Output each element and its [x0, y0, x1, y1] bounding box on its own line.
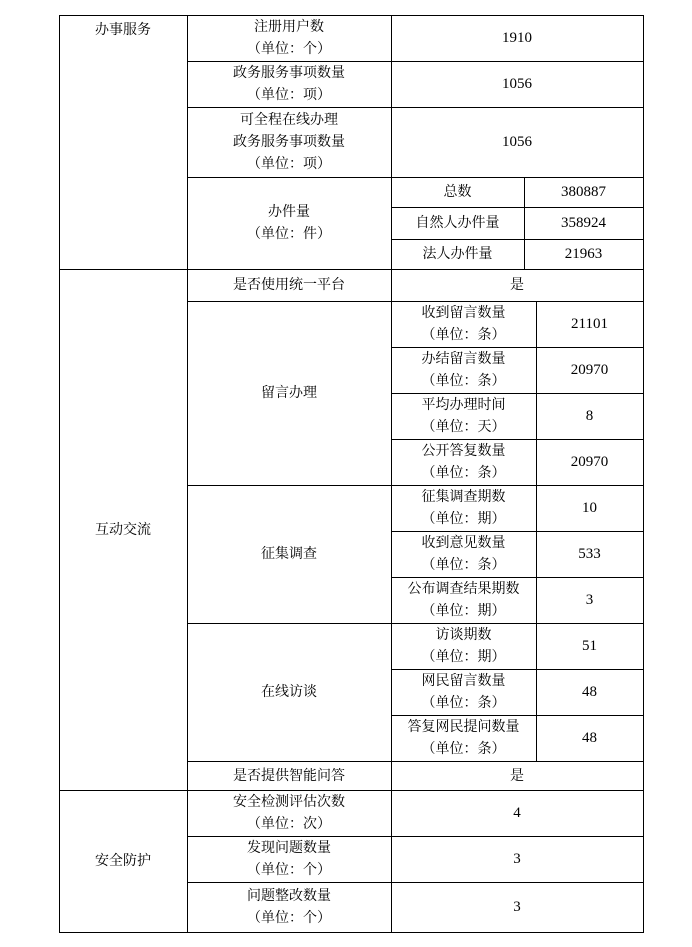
- row-divider: [187, 107, 644, 108]
- message-closed-label: 办结留言数量 （单位：条）: [421, 351, 506, 389]
- case-natural-value: 358924: [561, 215, 606, 231]
- row-divider: [391, 393, 644, 394]
- section-label-service: 办事服务: [95, 22, 151, 38]
- row-divider: [391, 239, 644, 240]
- survey-results-label: 公布调查结果期数 （单位：期）: [407, 581, 520, 619]
- online-interview-label: 在线访谈: [261, 684, 317, 700]
- survey-periods-label: 征集调查期数 （单位：期）: [421, 489, 506, 527]
- registered-users-value: 1910: [502, 30, 532, 46]
- column-divider-3: [524, 177, 525, 269]
- survey-label: 征集调查: [261, 546, 317, 562]
- message-avg-time-label: 平均办理时间 （单位：天）: [421, 397, 506, 435]
- service-items-label: 政务服务事项数量 （单位：项）: [233, 65, 345, 103]
- table-border-left: [59, 15, 60, 933]
- case-total-label: 总数: [443, 184, 472, 200]
- case-total-value: 380887: [561, 184, 606, 200]
- message-public-reply-label: 公开答复数量 （单位：条）: [421, 443, 506, 481]
- row-divider: [187, 761, 644, 762]
- message-avg-time-value: 8: [585, 408, 594, 424]
- table-border-right: [643, 15, 644, 933]
- interview-periods-label: 访谈期数 （单位：期）: [421, 627, 506, 665]
- security-checks-value: 4: [513, 805, 521, 821]
- row-divider: [391, 531, 644, 532]
- row-divider: [187, 882, 644, 883]
- online-items-label: 可全程在线办理 政务服务事项数量 （单位：项）: [233, 112, 345, 172]
- message-closed-value: 20970: [570, 362, 609, 378]
- security-checks-label: 安全检测评估次数 （单位：次）: [233, 794, 345, 832]
- smart-qa-value: 是: [510, 767, 524, 784]
- issues-found-value: 3: [513, 851, 521, 867]
- row-divider: [391, 669, 644, 670]
- column-divider-1: [187, 15, 188, 933]
- table-border-top: [59, 15, 644, 16]
- table-border-bottom: [59, 932, 644, 933]
- survey-periods-value: 10: [582, 500, 597, 516]
- row-divider: [391, 439, 644, 440]
- issues-found-label: 发现问题数量 （单位：个）: [247, 840, 331, 878]
- smart-qa-label: 是否提供智能问答: [233, 767, 345, 784]
- interview-periods-value: 51: [582, 638, 597, 654]
- section-label-interaction: 互动交流: [95, 521, 151, 538]
- column-divider-2: [391, 15, 392, 270]
- interview-messages-value: 48: [582, 684, 597, 700]
- survey-opinions-label: 收到意见数量 （单位：条）: [421, 535, 506, 573]
- row-divider: [391, 577, 644, 578]
- section-divider: [59, 790, 644, 791]
- online-items-value: 1056: [502, 134, 532, 150]
- case-natural-label: 自然人办件量: [415, 215, 500, 231]
- survey-results-value: 3: [585, 592, 594, 608]
- row-divider: [187, 61, 644, 62]
- interview-replies-value: 48: [582, 730, 597, 746]
- column-divider-2: [391, 790, 392, 933]
- row-divider: [187, 836, 644, 837]
- message-received-value: 21101: [571, 316, 608, 332]
- issues-fixed-value: 3: [513, 899, 521, 915]
- case-volume-label: 办件量 （单位：件）: [247, 204, 331, 242]
- message-received-label: 收到留言数量 （单位：条）: [421, 305, 506, 343]
- survey-opinions-value: 533: [578, 546, 601, 562]
- row-divider: [391, 347, 644, 348]
- case-legal-label: 法人办件量: [422, 246, 493, 262]
- interview-replies-label: 答复网民提问数量 （单位：条）: [407, 719, 520, 757]
- unified-platform-value: 是: [510, 277, 524, 293]
- row-divider: [187, 301, 644, 302]
- service-items-value: 1056: [502, 76, 532, 92]
- issues-fixed-label: 问题整改数量 （单位：个）: [247, 888, 331, 926]
- row-divider: [391, 715, 644, 716]
- row-divider: [187, 623, 644, 624]
- unified-platform-label: 是否使用统一平台: [233, 277, 345, 293]
- interview-messages-label: 网民留言数量 （单位：条）: [421, 673, 506, 711]
- message-handling-label: 留言办理: [261, 385, 317, 401]
- section-label-security: 安全防护: [95, 853, 151, 869]
- section-divider: [59, 269, 644, 270]
- row-divider: [391, 207, 644, 208]
- case-legal-value: 21963: [564, 246, 603, 262]
- registered-users-label: 注册用户数 （单位：个）: [247, 19, 331, 57]
- row-divider: [187, 177, 644, 178]
- row-divider: [187, 485, 644, 486]
- message-public-reply-value: 20970: [570, 454, 609, 470]
